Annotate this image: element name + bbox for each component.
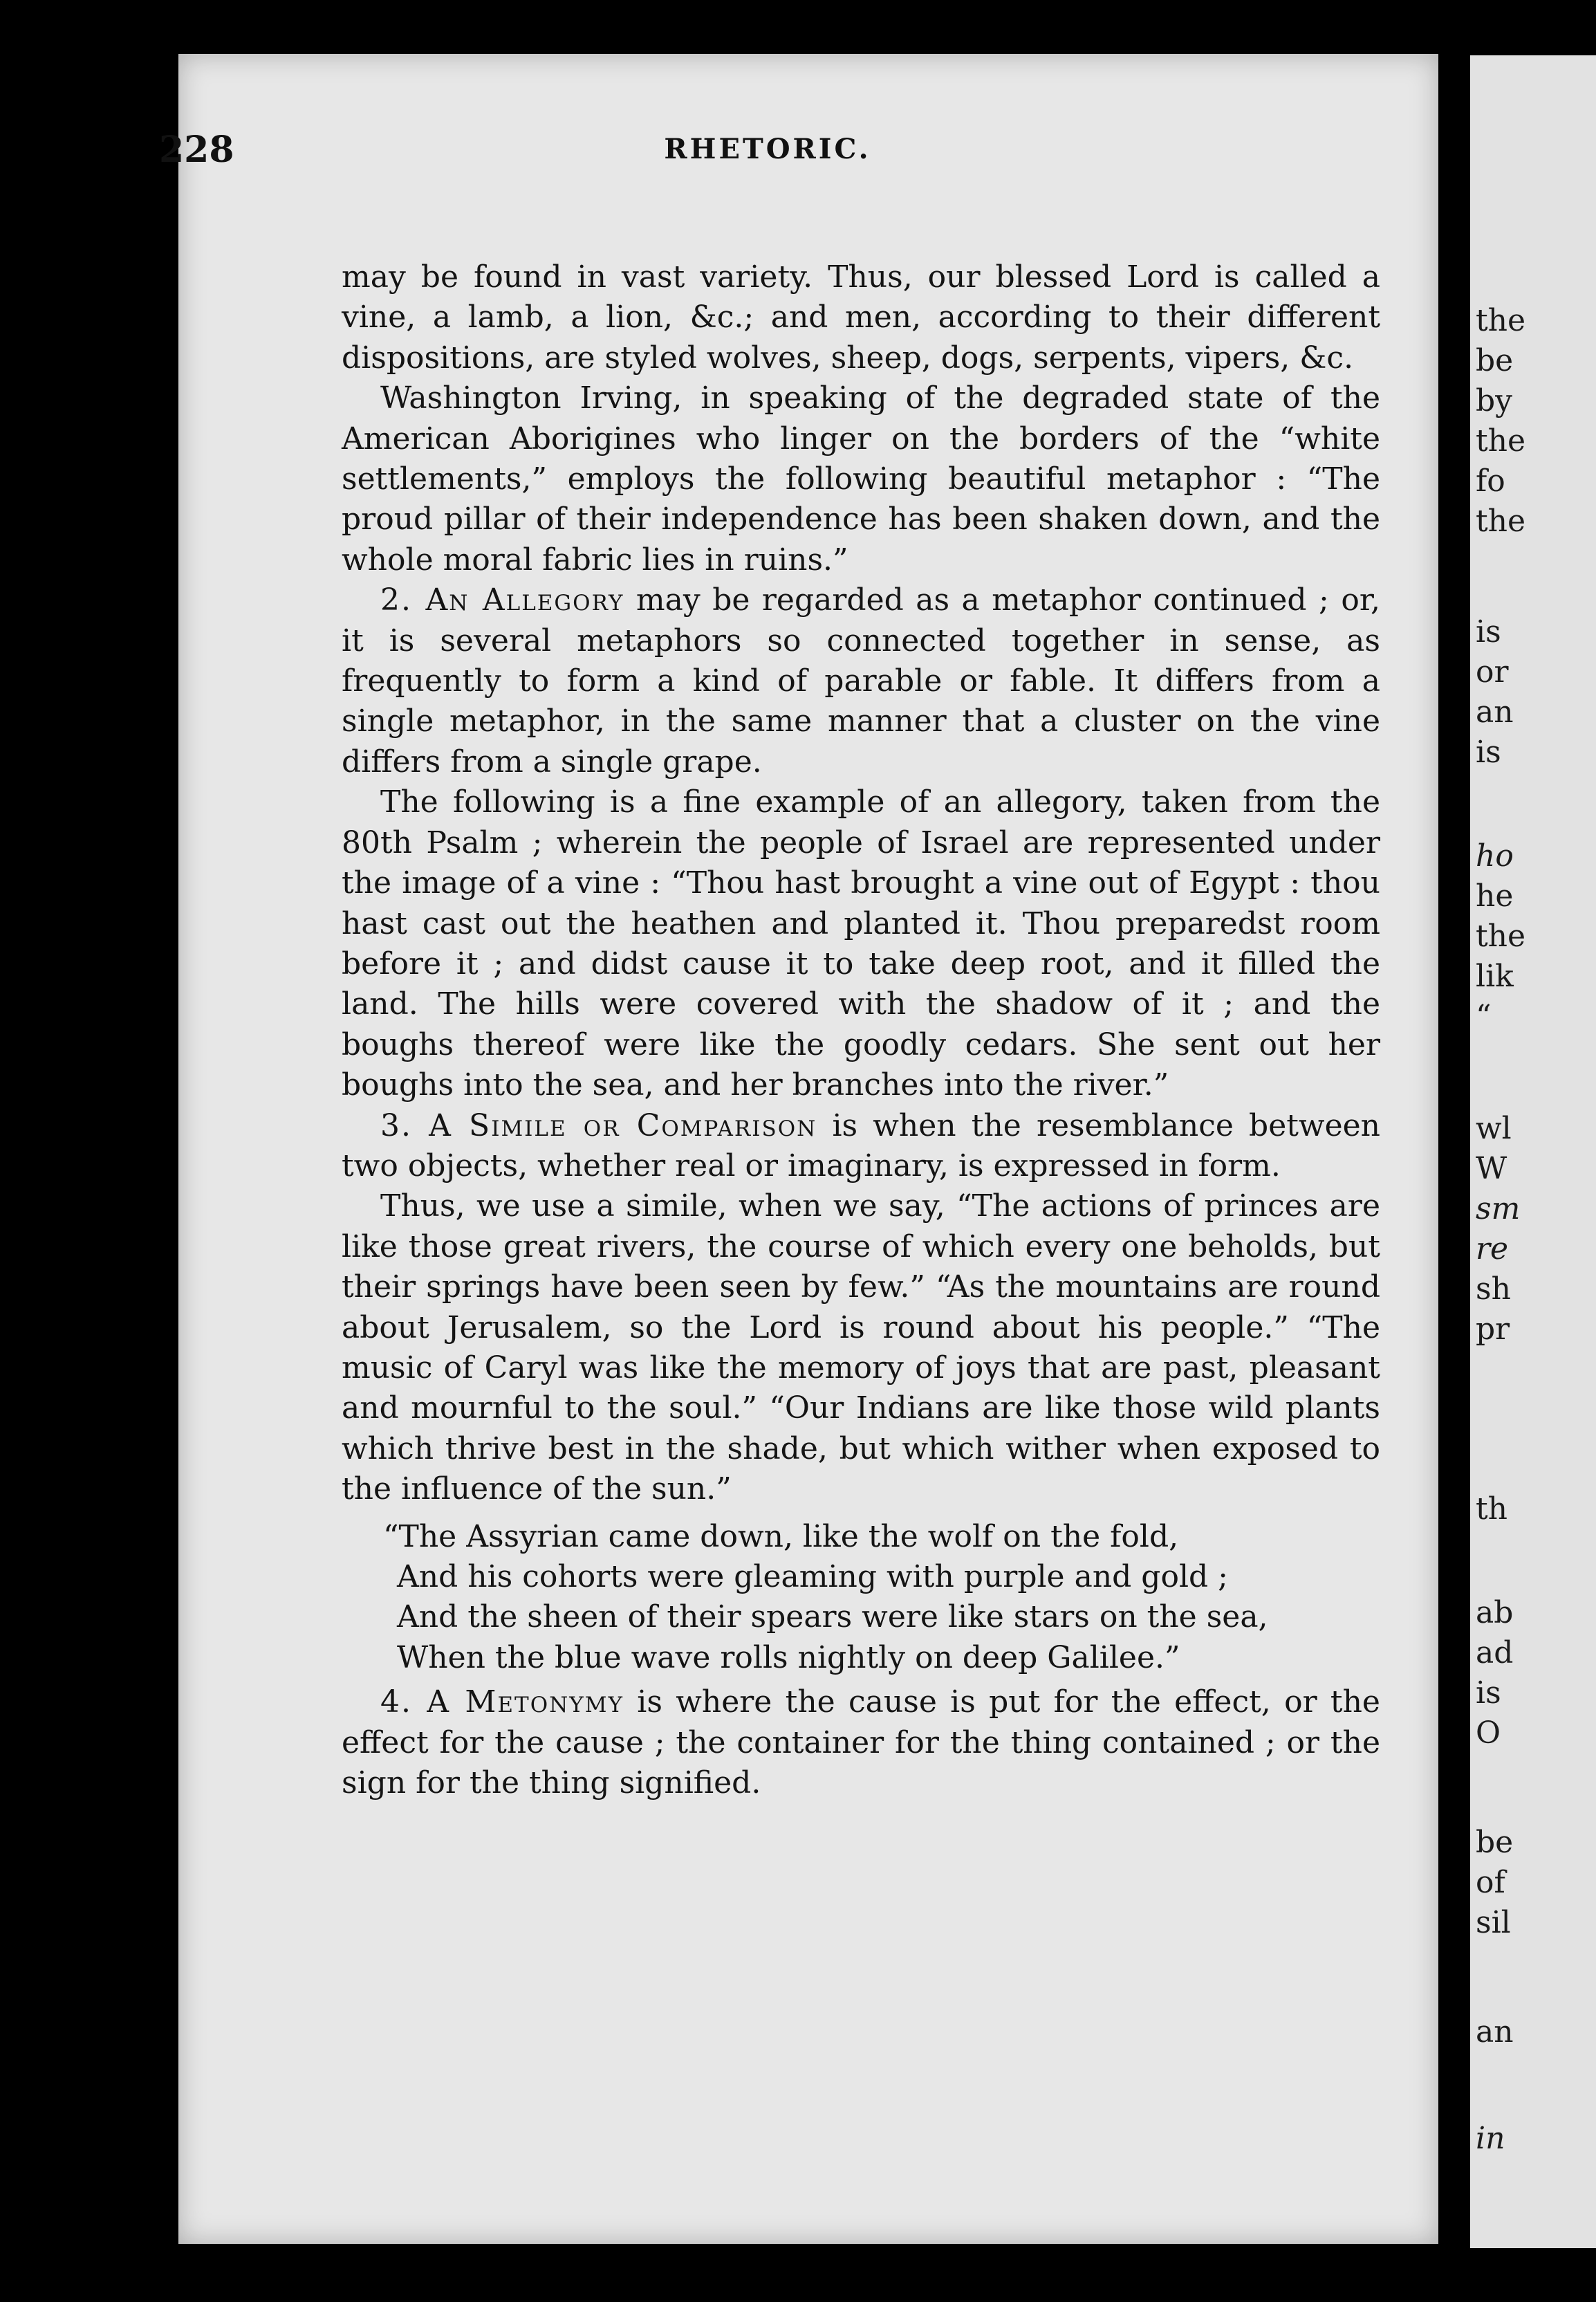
adjacent-text-fragment: O — [1476, 1715, 1501, 1751]
adjacent-text-fragment: “ — [1476, 999, 1492, 1034]
verse-line: And his cohorts were gleaming with purple and gold ; — [397, 1559, 1229, 1594]
paragraph-simile — [342, 1106, 1380, 1187]
paragraph-text: is where the cause is put for the effect, or the effect for the cause ; the container for the thing contained ; or the sign for the thing signified. — [342, 1684, 1380, 1801]
body-text — [342, 257, 1380, 1803]
adjacent-text-fragment: sm — [1476, 1191, 1521, 1226]
adjacent-text-fragment: by — [1476, 383, 1513, 418]
paragraph-metonymy — [342, 1682, 1380, 1803]
adjacent-text-fragment: W — [1476, 1151, 1507, 1186]
adjacent-text-fragment: re — [1476, 1231, 1509, 1267]
adjacent-text-fragment: in — [1476, 2121, 1505, 2156]
section-label: 3. A Simile or Comparison — [380, 1107, 817, 1143]
adjacent-text-fragment: the — [1476, 423, 1526, 459]
paragraph: Thus, we use a simile, when we say, “The actions of princes are like those great rivers, the course of which every one beholds, but their springs have been seen by few.” “As the mountains are round about Jerusalem, so the Lord is round about his people.” “The music of Caryl was like the memory of joys that are past, pleasant and mournful to the soul.” “Our Indians are like those wild plants which thrive best in the shade, but which wither when exposed to the influence of the sun.” — [342, 1188, 1380, 1507]
adjacent-text-fragment: be — [1476, 343, 1514, 378]
paragraph-allegory — [342, 580, 1380, 782]
adjacent-text-fragment: lik — [1476, 959, 1514, 994]
section-label: 4. A Metonymy — [380, 1684, 624, 1720]
page-header — [159, 129, 1376, 184]
adjacent-text-fragment: pr — [1476, 1311, 1510, 1347]
paragraph: Washington Irving, in speaking of the degraded state of the American Aborigines who linger on the borders of the “white settlements,” employs the following beautiful metaphor : “The proud pillar of their independence has been shaken down, and the whole moral fabric lies in ruins.” — [342, 380, 1380, 578]
adjacent-text-fragment: an — [1476, 694, 1514, 730]
adjacent-text-fragment: an — [1476, 2014, 1514, 2050]
adjacent-text-fragment: fo — [1476, 463, 1505, 499]
verse-line: “The Assyrian came down, like the wolf on the fold, — [383, 1518, 1179, 1554]
paragraph-text: may be regarded as a metaphor continued ; or, it is several metaphors so connected together in sense, as frequently to form a kind of parable or fable. It differs from a single metaphor, in the same manner that a cluster on the vine differs from a single grape. — [342, 582, 1380, 780]
section-label: 2. An Allegory — [380, 582, 624, 618]
adjacent-text-fragment: the — [1476, 919, 1526, 954]
verse-quotation — [383, 1517, 1380, 1679]
adjacent-text-fragment: he — [1476, 878, 1514, 914]
adjacent-text-fragment: wl — [1476, 1111, 1512, 1146]
adjacent-text-fragment: the — [1476, 504, 1526, 539]
page-number: 228 — [159, 129, 234, 171]
adjacent-text-fragment: ho — [1476, 838, 1514, 874]
adjacent-text-fragment: ab — [1476, 1595, 1514, 1630]
adjacent-text-fragment: of — [1476, 1865, 1505, 1900]
adjacent-text-fragment: the — [1476, 303, 1526, 338]
adjacent-text-fragment: be — [1476, 1825, 1514, 1860]
adjacent-text-fragment: sh — [1476, 1271, 1511, 1307]
paragraph: may be found in vast variety. Thus, our blessed Lord is called a vine, a lamb, a lion, &c.; and men, according to their different dispositions, are styled wolves, sheep, dogs, serpents, vipers, &c. — [342, 259, 1380, 376]
adjacent-text-fragment: th — [1476, 1491, 1508, 1527]
verse-line: And the sheen of their spears were like stars on the sea, — [397, 1599, 1268, 1635]
adjacent-text-fragment: is — [1476, 735, 1501, 770]
adjacent-text-fragment: is — [1476, 614, 1501, 650]
adjacent-page-edge — [1470, 55, 1596, 2248]
running-head: RHETORIC. — [664, 133, 871, 165]
verse-line: When the blue wave rolls nightly on deep Galilee.” — [397, 1639, 1180, 1675]
adjacent-text-fragment: sil — [1476, 1905, 1511, 1940]
paragraph-text: is when the resemblance between two objects, whether real or imaginary, is expressed in form. — [342, 1107, 1381, 1184]
paragraph: The following is a fine example of an allegory, taken from the 80th Psalm ; wherein the people of Israel are represented under the image of a vine : “Thou hast brought a vine out of Egypt : thou hast cast out the heathen and planted it. Thou preparedst room before it ; and didst cause it to take deep root, and it filled the land. The hills were covered with the shadow of it ; and the boughs thereof were like the goodly cedars. She sent out her boughs into the sea, and her branches into the river.” — [342, 784, 1380, 1103]
adjacent-text-fragment: or — [1476, 654, 1509, 690]
adjacent-text-fragment: ad — [1476, 1635, 1514, 1670]
adjacent-text-fragment: is — [1476, 1675, 1501, 1711]
